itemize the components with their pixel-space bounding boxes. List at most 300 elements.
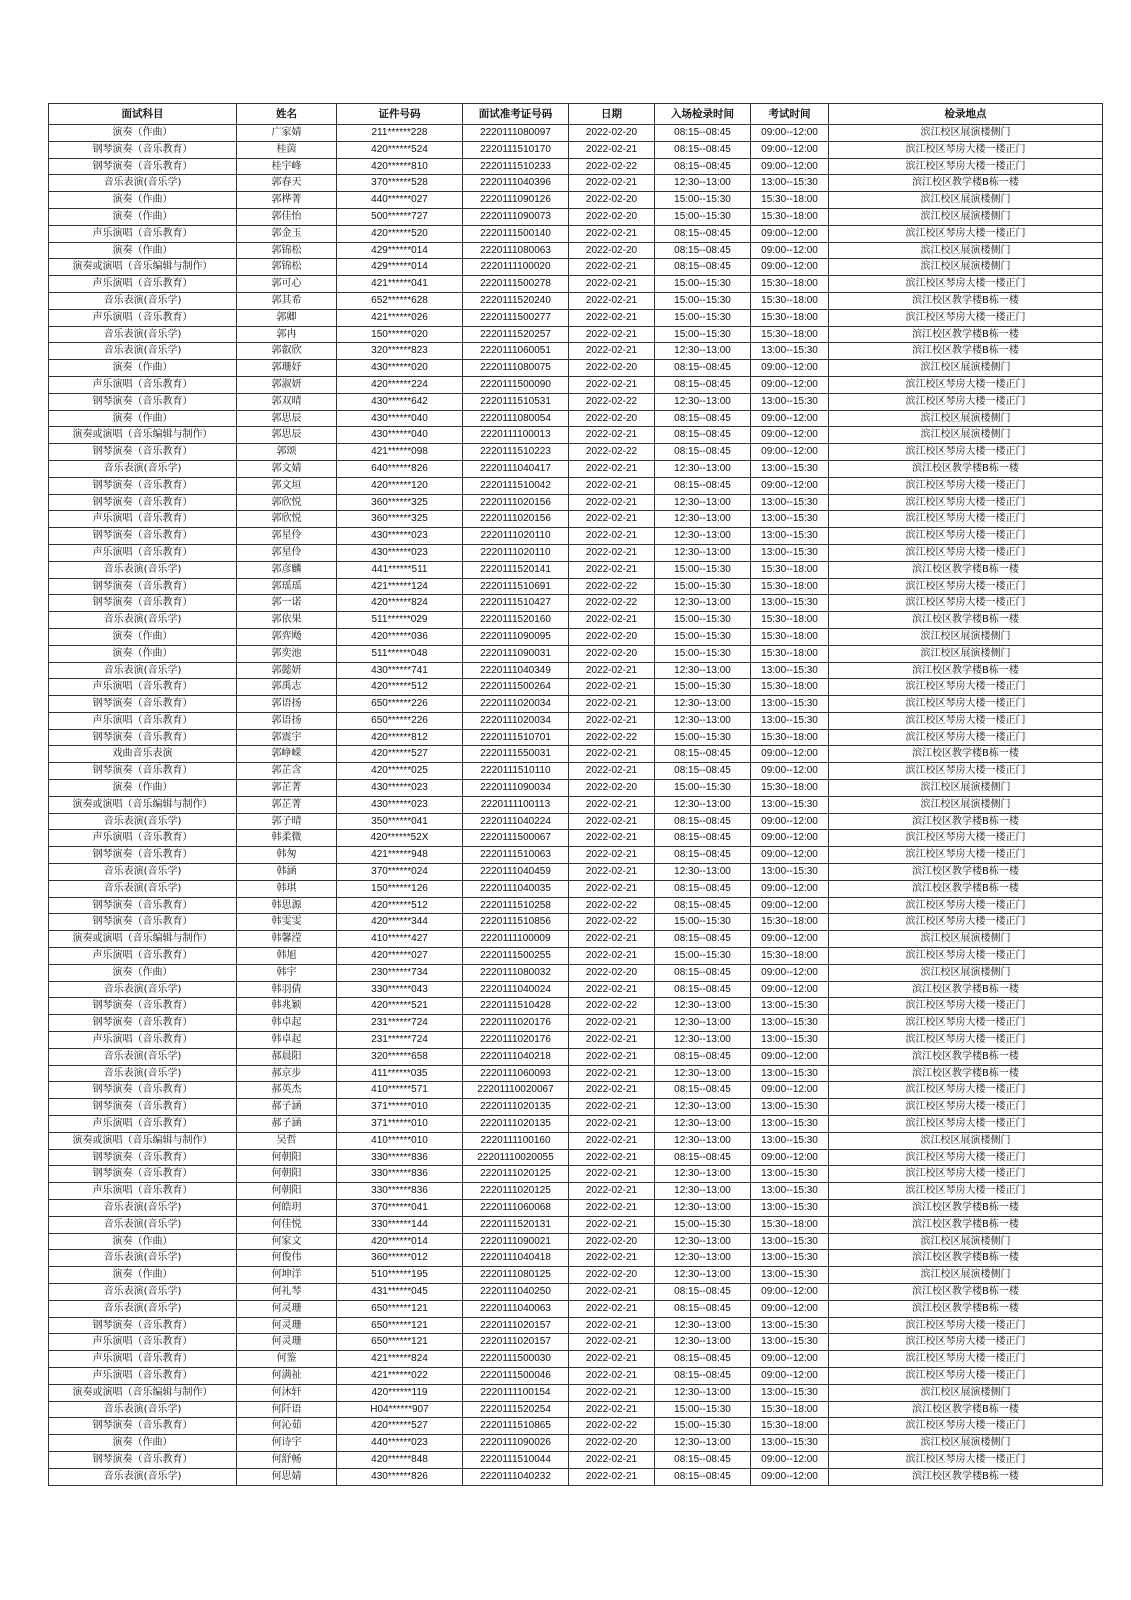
- cell-admission-number: 2220111520240: [463, 292, 569, 309]
- cell-checkin-location: 滨江校区教学楼B栋一楼: [829, 1300, 1103, 1317]
- cell-subject: 钢琴演奏（音乐教育）: [49, 696, 237, 713]
- cell-name: 何沐轩: [237, 1384, 337, 1401]
- cell-checkin-location: 滨江校区琴房大楼一楼正门: [829, 158, 1103, 175]
- cell-subject: 声乐演唱（音乐教育）: [49, 276, 237, 293]
- cell-date: 2022-02-21: [569, 1216, 655, 1233]
- table-row: [49, 326, 1103, 343]
- cell-date: 2022-02-21: [569, 1250, 655, 1267]
- table-row: [49, 897, 1103, 914]
- cell-date: 2022-02-21: [569, 1082, 655, 1099]
- table-row: [49, 1351, 1103, 1368]
- cell-id-number: 360******012: [337, 1250, 463, 1267]
- cell-checkin-time: 15:00--15:30: [655, 679, 751, 696]
- cell-checkin-location: 滨江校区展演楼侧门: [829, 242, 1103, 259]
- cell-checkin-location: 滨江校区展演楼侧门: [829, 1132, 1103, 1149]
- cell-checkin-location: 滨江校区琴房大楼一楼正门: [829, 1351, 1103, 1368]
- cell-admission-number: 2220111100013: [463, 427, 569, 444]
- cell-admission-number: 2220111500278: [463, 276, 569, 293]
- table-row: [49, 511, 1103, 528]
- cell-admission-number: 2220111080032: [463, 964, 569, 981]
- exam-schedule-sheet: [48, 103, 1102, 1486]
- cell-subject: 钢琴演奏（音乐教育）: [49, 578, 237, 595]
- cell-date: 2022-02-20: [569, 1267, 655, 1284]
- cell-checkin-time: 08:15--08:45: [655, 847, 751, 864]
- cell-subject: 声乐演唱（音乐教育）: [49, 376, 237, 393]
- cell-id-number: 420******512: [337, 679, 463, 696]
- cell-checkin-time: 12:30--13:00: [655, 1032, 751, 1049]
- cell-admission-number: 2220111060051: [463, 343, 569, 360]
- cell-id-number: 421******824: [337, 1351, 463, 1368]
- cell-subject: 钢琴演奏（音乐教育）: [49, 914, 237, 931]
- header-name: 姓名: [237, 104, 337, 125]
- cell-date: 2022-02-21: [569, 1451, 655, 1468]
- cell-checkin-time: 12:30--13:00: [655, 460, 751, 477]
- cell-exam-time: 09:00--12:00: [751, 242, 829, 259]
- cell-id-number: 420******848: [337, 1451, 463, 1468]
- cell-checkin-time: 08:15--08:45: [655, 410, 751, 427]
- cell-id-number: 420******812: [337, 729, 463, 746]
- cell-id-number: 370******528: [337, 175, 463, 192]
- cell-date: 2022-02-21: [569, 376, 655, 393]
- cell-checkin-time: 12:30--13:00: [655, 1116, 751, 1133]
- cell-checkin-time: 08:15--08:45: [655, 376, 751, 393]
- cell-name: 韩馨滢: [237, 931, 337, 948]
- table-row: [49, 1250, 1103, 1267]
- cell-checkin-time: 08:15--08:45: [655, 1300, 751, 1317]
- table-row: [49, 628, 1103, 645]
- cell-exam-time: 09:00--12:00: [751, 1351, 829, 1368]
- cell-checkin-time: 12:30--13:00: [655, 393, 751, 410]
- cell-name: 郭星伶: [237, 528, 337, 545]
- cell-date: 2022-02-21: [569, 141, 655, 158]
- cell-subject: 音乐表演(音乐学): [49, 1250, 237, 1267]
- cell-checkin-location: 滨江校区展演楼侧门: [829, 259, 1103, 276]
- cell-admission-number: 2220111080054: [463, 410, 569, 427]
- cell-exam-time: 13:00--15:30: [751, 1200, 829, 1217]
- cell-name: 郭欣悦: [237, 511, 337, 528]
- cell-name: 郭卿: [237, 309, 337, 326]
- cell-subject: 钢琴演奏（音乐教育）: [49, 393, 237, 410]
- cell-checkin-time: 15:00--15:30: [655, 612, 751, 629]
- table-row: [49, 696, 1103, 713]
- cell-subject: 声乐演唱（音乐教育）: [49, 712, 237, 729]
- cell-date: 2022-02-21: [569, 494, 655, 511]
- cell-checkin-location: 滨江校区教学楼B栋一楼: [829, 561, 1103, 578]
- cell-exam-time: 13:00--15:30: [751, 175, 829, 192]
- cell-checkin-location: 滨江校区琴房大楼一楼正门: [829, 1082, 1103, 1099]
- table-row: [49, 948, 1103, 965]
- cell-checkin-time: 08:15--08:45: [655, 964, 751, 981]
- table-row: [49, 1451, 1103, 1468]
- cell-id-number: 420******521: [337, 998, 463, 1015]
- cell-checkin-time: 08:15--08:45: [655, 1048, 751, 1065]
- cell-subject: 钢琴演奏（音乐教育）: [49, 1166, 237, 1183]
- cell-date: 2022-02-21: [569, 1032, 655, 1049]
- cell-id-number: 230******734: [337, 964, 463, 981]
- cell-admission-number: 2220111100113: [463, 796, 569, 813]
- cell-subject: 音乐表演(音乐学): [49, 326, 237, 343]
- cell-exam-time: 09:00--12:00: [751, 931, 829, 948]
- cell-date: 2022-02-22: [569, 393, 655, 410]
- cell-admission-number: 2220111020110: [463, 544, 569, 561]
- cell-admission-number: 2220111510865: [463, 1418, 569, 1435]
- cell-date: 2022-02-22: [569, 595, 655, 612]
- cell-checkin-time: 08:15--08:45: [655, 125, 751, 142]
- cell-checkin-time: 12:30--13:00: [655, 998, 751, 1015]
- cell-admission-number: 2220111520160: [463, 612, 569, 629]
- cell-subject: 钢琴演奏（音乐教育）: [49, 1317, 237, 1334]
- cell-checkin-time: 15:00--15:30: [655, 780, 751, 797]
- cell-admission-number: 2220111100160: [463, 1132, 569, 1149]
- cell-subject: 音乐表演(音乐学): [49, 561, 237, 578]
- cell-name: 何礼琴: [237, 1283, 337, 1300]
- cell-date: 2022-02-21: [569, 1283, 655, 1300]
- cell-admission-number: 2220111510233: [463, 158, 569, 175]
- cell-subject: 音乐表演(音乐学): [49, 1468, 237, 1485]
- cell-admission-number: 2220111510258: [463, 897, 569, 914]
- cell-checkin-location: 滨江校区教学楼B栋一楼: [829, 1200, 1103, 1217]
- cell-date: 2022-02-21: [569, 225, 655, 242]
- cell-checkin-location: 滨江校区教学楼B栋一楼: [829, 292, 1103, 309]
- cell-date: 2022-02-21: [569, 662, 655, 679]
- cell-date: 2022-02-20: [569, 208, 655, 225]
- cell-id-number: 650******121: [337, 1317, 463, 1334]
- cell-checkin-time: 15:00--15:30: [655, 276, 751, 293]
- cell-date: 2022-02-21: [569, 696, 655, 713]
- cell-admission-number: 2220111020135: [463, 1116, 569, 1133]
- cell-exam-time: 15:30--18:00: [751, 208, 829, 225]
- table-row: [49, 645, 1103, 662]
- table-row: [49, 141, 1103, 158]
- cell-subject: 声乐演唱（音乐教育）: [49, 225, 237, 242]
- cell-checkin-time: 12:30--13:00: [655, 1200, 751, 1217]
- cell-admission-number: 2220111040349: [463, 662, 569, 679]
- cell-exam-time: 15:30--18:00: [751, 309, 829, 326]
- cell-admission-number: 2220111500277: [463, 309, 569, 326]
- cell-checkin-location: 滨江校区琴房大楼一楼正门: [829, 1032, 1103, 1049]
- cell-subject: 声乐演唱（音乐教育）: [49, 1032, 237, 1049]
- cell-date: 2022-02-21: [569, 259, 655, 276]
- cell-admission-number: 2220111020157: [463, 1334, 569, 1351]
- cell-checkin-time: 12:30--13:00: [655, 175, 751, 192]
- cell-exam-time: 09:00--12:00: [751, 1283, 829, 1300]
- cell-subject: 声乐演唱（音乐教育）: [49, 544, 237, 561]
- cell-id-number: 431******045: [337, 1283, 463, 1300]
- table-row: [49, 1116, 1103, 1133]
- cell-checkin-location: 滨江校区教学楼B栋一楼: [829, 1468, 1103, 1485]
- cell-date: 2022-02-21: [569, 1367, 655, 1384]
- cell-date: 2022-02-21: [569, 326, 655, 343]
- cell-checkin-location: 滨江校区展演楼侧门: [829, 1384, 1103, 1401]
- cell-admission-number: 2220111020156: [463, 511, 569, 528]
- cell-admission-number: 2220111510428: [463, 998, 569, 1015]
- cell-subject: 音乐表演(音乐学): [49, 175, 237, 192]
- cell-id-number: 330******043: [337, 981, 463, 998]
- table-row: [49, 410, 1103, 427]
- cell-date: 2022-02-20: [569, 1233, 655, 1250]
- cell-admission-number: 2220111080125: [463, 1267, 569, 1284]
- cell-name: 郭思辰: [237, 410, 337, 427]
- table-row: [49, 125, 1103, 142]
- cell-checkin-location: 滨江校区琴房大楼一楼正门: [829, 914, 1103, 931]
- table-row: [49, 763, 1103, 780]
- cell-admission-number: 2220111020176: [463, 1032, 569, 1049]
- table-row: [49, 662, 1103, 679]
- cell-checkin-time: 08:15--08:45: [655, 746, 751, 763]
- cell-subject: 音乐表演(音乐学): [49, 1048, 237, 1065]
- cell-name: 郭文婧: [237, 460, 337, 477]
- cell-admission-number: 2220111510701: [463, 729, 569, 746]
- cell-checkin-location: 滨江校区琴房大楼一楼正门: [829, 376, 1103, 393]
- cell-subject: 演奏或演唱（音乐编辑与制作）: [49, 796, 237, 813]
- cell-date: 2022-02-21: [569, 1166, 655, 1183]
- cell-subject: 音乐表演(音乐学): [49, 1283, 237, 1300]
- table-row: [49, 309, 1103, 326]
- cell-subject: 演奏（作曲）: [49, 645, 237, 662]
- cell-checkin-location: 滨江校区教学楼B栋一楼: [829, 1048, 1103, 1065]
- cell-subject: 音乐表演(音乐学): [49, 1216, 237, 1233]
- cell-id-number: 430******023: [337, 544, 463, 561]
- cell-checkin-location: 滨江校区展演楼侧门: [829, 628, 1103, 645]
- cell-subject: 演奏或演唱（音乐编辑与制作）: [49, 1384, 237, 1401]
- cell-name: 郭星伶: [237, 544, 337, 561]
- cell-name: 何俊伟: [237, 1250, 337, 1267]
- cell-name: 韩思源: [237, 897, 337, 914]
- cell-id-number: 330******836: [337, 1183, 463, 1200]
- cell-exam-time: 15:30--18:00: [751, 729, 829, 746]
- cell-admission-number: 2220111090073: [463, 208, 569, 225]
- cell-admission-number: 2220111100154: [463, 1384, 569, 1401]
- cell-checkin-time: 12:30--13:00: [655, 1384, 751, 1401]
- cell-exam-time: 13:00--15:30: [751, 1267, 829, 1284]
- cell-checkin-time: 12:30--13:00: [655, 696, 751, 713]
- cell-checkin-time: 12:30--13:00: [655, 1099, 751, 1116]
- cell-id-number: 652******628: [337, 292, 463, 309]
- cell-name: 何思婧: [237, 1468, 337, 1485]
- cell-id-number: 420******036: [337, 628, 463, 645]
- cell-checkin-location: 滨江校区琴房大楼一楼正门: [829, 897, 1103, 914]
- cell-date: 2022-02-20: [569, 1435, 655, 1452]
- cell-id-number: 420******025: [337, 763, 463, 780]
- cell-name: 何朝阳: [237, 1166, 337, 1183]
- table-row: [49, 1149, 1103, 1166]
- table-row: [49, 192, 1103, 209]
- cell-checkin-time: 15:00--15:30: [655, 309, 751, 326]
- cell-date: 2022-02-20: [569, 242, 655, 259]
- cell-name: 何满祉: [237, 1367, 337, 1384]
- cell-date: 2022-02-21: [569, 948, 655, 965]
- table-row: [49, 1300, 1103, 1317]
- cell-id-number: 650******226: [337, 712, 463, 729]
- table-row: [49, 1418, 1103, 1435]
- cell-admission-number: 2220111510170: [463, 141, 569, 158]
- cell-exam-time: 09:00--12:00: [751, 259, 829, 276]
- cell-exam-time: 15:30--18:00: [751, 948, 829, 965]
- cell-id-number: 410******571: [337, 1082, 463, 1099]
- cell-checkin-time: 08:15--08:45: [655, 1451, 751, 1468]
- cell-admission-number: 2220111520254: [463, 1401, 569, 1418]
- cell-id-number: 440******023: [337, 1435, 463, 1452]
- cell-admission-number: 22201110020055: [463, 1149, 569, 1166]
- cell-name: 韩柔微: [237, 830, 337, 847]
- cell-date: 2022-02-22: [569, 897, 655, 914]
- cell-id-number: 420******527: [337, 746, 463, 763]
- cell-checkin-time: 08:15--08:45: [655, 1149, 751, 1166]
- cell-subject: 声乐演唱（音乐教育）: [49, 1367, 237, 1384]
- cell-subject: 戏曲音乐表演: [49, 746, 237, 763]
- table-row: [49, 544, 1103, 561]
- cell-subject: 钢琴演奏（音乐教育）: [49, 897, 237, 914]
- cell-subject: 钢琴演奏（音乐教育）: [49, 729, 237, 746]
- cell-id-number: 650******121: [337, 1334, 463, 1351]
- cell-checkin-time: 08:15--08:45: [655, 813, 751, 830]
- cell-subject: 演奏（作曲）: [49, 780, 237, 797]
- cell-id-number: 420******810: [337, 158, 463, 175]
- cell-id-number: 420******824: [337, 595, 463, 612]
- cell-id-number: 429******014: [337, 259, 463, 276]
- cell-name: 韩旭: [237, 948, 337, 965]
- cell-subject: 演奏（作曲）: [49, 964, 237, 981]
- table-row: [49, 1216, 1103, 1233]
- cell-checkin-location: 滨江校区琴房大楼一楼正门: [829, 1317, 1103, 1334]
- cell-checkin-time: 08:15--08:45: [655, 763, 751, 780]
- cell-subject: 演奏（作曲）: [49, 410, 237, 427]
- cell-checkin-time: 08:15--08:45: [655, 259, 751, 276]
- cell-date: 2022-02-21: [569, 1015, 655, 1032]
- cell-id-number: 421******124: [337, 578, 463, 595]
- cell-date: 2022-02-21: [569, 1384, 655, 1401]
- cell-subject: 钢琴演奏（音乐教育）: [49, 477, 237, 494]
- cell-name: 何舒畅: [237, 1451, 337, 1468]
- table-row: [49, 259, 1103, 276]
- cell-id-number: 430******020: [337, 360, 463, 377]
- cell-admission-number: 2220111040035: [463, 880, 569, 897]
- cell-subject: 音乐表演(音乐学): [49, 1300, 237, 1317]
- cell-date: 2022-02-22: [569, 444, 655, 461]
- cell-id-number: 360******325: [337, 511, 463, 528]
- cell-checkin-location: 滨江校区琴房大楼一楼正门: [829, 225, 1103, 242]
- cell-exam-time: 15:30--18:00: [751, 645, 829, 662]
- cell-checkin-time: 08:15--08:45: [655, 1283, 751, 1300]
- cell-subject: 声乐演唱（音乐教育）: [49, 309, 237, 326]
- cell-name: 郭锦松: [237, 259, 337, 276]
- cell-checkin-time: 15:00--15:30: [655, 292, 751, 309]
- table-row: [49, 276, 1103, 293]
- cell-admission-number: 2220111500030: [463, 1351, 569, 1368]
- table-row: [49, 746, 1103, 763]
- cell-subject: 音乐表演(音乐学): [49, 292, 237, 309]
- cell-checkin-location: 滨江校区展演楼侧门: [829, 1233, 1103, 1250]
- cell-subject: 音乐表演(音乐学): [49, 460, 237, 477]
- cell-checkin-time: 08:15--08:45: [655, 830, 751, 847]
- cell-id-number: 421******098: [337, 444, 463, 461]
- cell-date: 2022-02-22: [569, 1418, 655, 1435]
- cell-date: 2022-02-21: [569, 477, 655, 494]
- cell-exam-time: 15:30--18:00: [751, 679, 829, 696]
- cell-checkin-time: 08:15--08:45: [655, 981, 751, 998]
- cell-checkin-time: 12:30--13:00: [655, 1435, 751, 1452]
- cell-checkin-location: 滨江校区教学楼B栋一楼: [829, 175, 1103, 192]
- cell-subject: 钢琴演奏（音乐教育）: [49, 595, 237, 612]
- cell-date: 2022-02-21: [569, 1200, 655, 1217]
- cell-admission-number: 2220111040224: [463, 813, 569, 830]
- cell-checkin-time: 12:30--13:00: [655, 1183, 751, 1200]
- cell-exam-time: 13:00--15:30: [751, 595, 829, 612]
- cell-name: 郝京步: [237, 1065, 337, 1082]
- cell-date: 2022-02-21: [569, 427, 655, 444]
- cell-exam-time: 13:00--15:30: [751, 796, 829, 813]
- cell-id-number: 231******724: [337, 1015, 463, 1032]
- cell-date: 2022-02-22: [569, 729, 655, 746]
- cell-subject: 演奏（作曲）: [49, 192, 237, 209]
- cell-date: 2022-02-21: [569, 1065, 655, 1082]
- table-row: [49, 1048, 1103, 1065]
- header-subject: 面试科目: [49, 104, 237, 125]
- cell-admission-number: 2220111020156: [463, 494, 569, 511]
- table-row: [49, 1317, 1103, 1334]
- cell-checkin-time: 12:30--13:00: [655, 1317, 751, 1334]
- cell-exam-time: 13:00--15:30: [751, 1334, 829, 1351]
- table-row: [49, 292, 1103, 309]
- cell-admission-number: 2220111510691: [463, 578, 569, 595]
- cell-date: 2022-02-22: [569, 998, 655, 1015]
- cell-checkin-location: 滨江校区教学楼B栋一楼: [829, 864, 1103, 881]
- cell-subject: 演奏或演唱（音乐编辑与制作）: [49, 1132, 237, 1149]
- cell-name: 韩羽倩: [237, 981, 337, 998]
- cell-checkin-time: 08:15--08:45: [655, 427, 751, 444]
- cell-id-number: 430******023: [337, 528, 463, 545]
- cell-exam-time: 09:00--12:00: [751, 410, 829, 427]
- cell-checkin-location: 滨江校区琴房大楼一楼正门: [829, 830, 1103, 847]
- cell-exam-time: 13:00--15:30: [751, 1132, 829, 1149]
- cell-id-number: 640******826: [337, 460, 463, 477]
- table-row: [49, 393, 1103, 410]
- cell-subject: 钢琴演奏（音乐教育）: [49, 1418, 237, 1435]
- cell-admission-number: 2220111020034: [463, 712, 569, 729]
- cell-exam-time: 09:00--12:00: [751, 981, 829, 998]
- cell-exam-time: 09:00--12:00: [751, 1451, 829, 1468]
- cell-checkin-time: 12:30--13:00: [655, 595, 751, 612]
- cell-date: 2022-02-21: [569, 763, 655, 780]
- table-row: [49, 981, 1103, 998]
- cell-admission-number: 2220111040232: [463, 1468, 569, 1485]
- table-row: [49, 1468, 1103, 1485]
- table-row: [49, 444, 1103, 461]
- cell-subject: 演奏（作曲）: [49, 1267, 237, 1284]
- cell-subject: 钢琴演奏（音乐教育）: [49, 1015, 237, 1032]
- cell-date: 2022-02-22: [569, 578, 655, 595]
- cell-exam-time: 13:00--15:30: [751, 1233, 829, 1250]
- cell-subject: 音乐表演(音乐学): [49, 1401, 237, 1418]
- cell-checkin-location: 滨江校区展演楼侧门: [829, 1267, 1103, 1284]
- cell-checkin-location: 滨江校区琴房大楼一楼正门: [829, 847, 1103, 864]
- cell-subject: 钢琴演奏（音乐教育）: [49, 998, 237, 1015]
- cell-id-number: 371******010: [337, 1116, 463, 1133]
- cell-subject: 音乐表演(音乐学): [49, 343, 237, 360]
- cell-admission-number: 2220111040417: [463, 460, 569, 477]
- cell-checkin-location: 滨江校区展演楼侧门: [829, 931, 1103, 948]
- cell-exam-time: 09:00--12:00: [751, 964, 829, 981]
- table-row: [49, 813, 1103, 830]
- cell-name: 郭彦麟: [237, 561, 337, 578]
- cell-checkin-location: 滨江校区琴房大楼一楼正门: [829, 494, 1103, 511]
- cell-exam-time: 09:00--12:00: [751, 225, 829, 242]
- cell-checkin-time: 15:00--15:30: [655, 628, 751, 645]
- table-row: [49, 1132, 1103, 1149]
- cell-checkin-location: 滨江校区琴房大楼一楼正门: [829, 729, 1103, 746]
- cell-id-number: 430******642: [337, 393, 463, 410]
- cell-exam-time: 15:30--18:00: [751, 780, 829, 797]
